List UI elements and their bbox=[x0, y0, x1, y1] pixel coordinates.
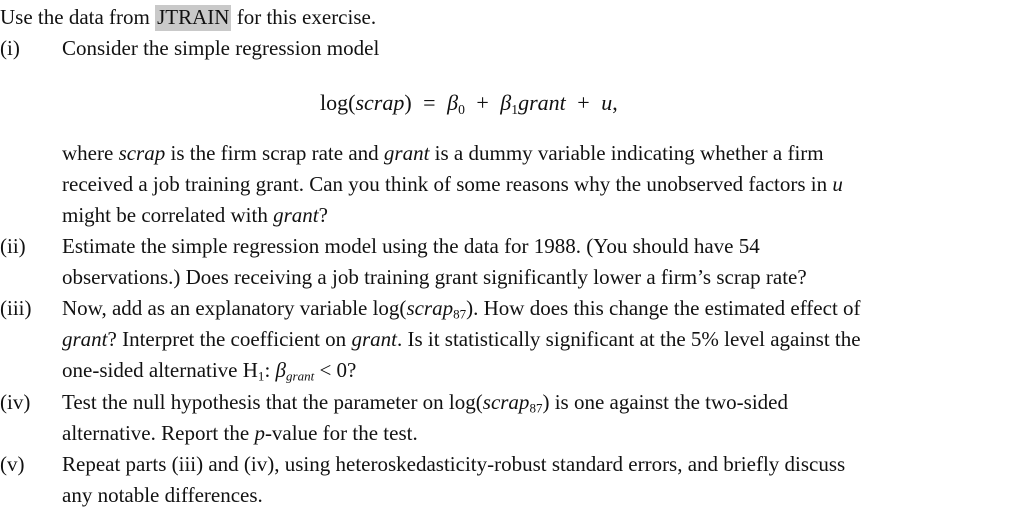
subscript-87: 87 bbox=[529, 400, 543, 416]
eq-beta0: β bbox=[447, 90, 459, 115]
dataset-name-highlight: JTRAIN bbox=[157, 5, 230, 29]
text-span: < 0? bbox=[314, 358, 357, 382]
text-span: Test the null hypothesis that the parameter on log( bbox=[62, 390, 483, 414]
subscript-1: 1 bbox=[257, 368, 265, 384]
part-iv-label: (iv) bbox=[0, 390, 31, 414]
subscript-87: 87 bbox=[453, 306, 467, 322]
subscript-grant: grant bbox=[286, 368, 315, 384]
var-grant: grant bbox=[351, 327, 397, 351]
text-span: ? Interpret the coefficient on bbox=[107, 327, 352, 351]
eq-beta0-sub: 0 bbox=[458, 101, 465, 117]
regression-equation bbox=[320, 90, 618, 117]
part-v-line2: any notable differences. bbox=[62, 483, 263, 507]
intro-line bbox=[0, 7, 376, 28]
text-span: ) is one against the two-sided bbox=[542, 390, 788, 414]
eq-plus1: + bbox=[476, 90, 489, 115]
part-iii-line1 bbox=[62, 296, 861, 322]
part-v-line1: Repeat parts (iii) and (iv), using heteroskedasticity-robust standard errors, and briefly discuss bbox=[62, 452, 846, 476]
var-scrap: scrap bbox=[406, 296, 454, 320]
var-grant: grant bbox=[383, 141, 430, 165]
part-v-label: (v) bbox=[0, 452, 25, 476]
var-grant: grant bbox=[62, 327, 108, 351]
text-span: : bbox=[264, 358, 276, 382]
text-span: one-sided alternative H bbox=[62, 358, 258, 382]
part-i-line1: Consider the simple regression model bbox=[62, 36, 380, 60]
text-span: alternative. Report the bbox=[62, 421, 255, 445]
var-scrap: scrap bbox=[482, 390, 530, 414]
text-span: might be correlated with bbox=[62, 203, 274, 227]
text-span: ). How does this change the estimated effect of bbox=[466, 296, 861, 320]
var-p: p bbox=[254, 421, 265, 445]
eq-close: ) bbox=[404, 90, 412, 115]
part-ii-line2: observations.) Does receiving a job training grant significantly lower a firm’s scrap rate? bbox=[62, 265, 807, 289]
eq-log-open: log( bbox=[320, 90, 356, 115]
part-i-line4 bbox=[62, 205, 328, 226]
part-iii-line3 bbox=[62, 358, 357, 384]
text-span: where bbox=[62, 141, 119, 165]
text-span: Now, add as an explanatory variable log( bbox=[62, 296, 407, 320]
text-span: is the firm scrap rate and bbox=[165, 141, 384, 165]
eq-beta1-sub: 1 bbox=[511, 101, 519, 117]
part-ii-label: (ii) bbox=[0, 234, 26, 258]
eq-grant: grant bbox=[518, 90, 566, 115]
var-grant: grant bbox=[273, 203, 319, 227]
part-i-line3 bbox=[62, 174, 843, 195]
eq-u: u bbox=[601, 90, 613, 115]
part-ii-line1: Estimate the simple regression model using the data for 1988. (You should have 54 bbox=[62, 234, 760, 258]
var-u: u bbox=[832, 172, 843, 196]
part-i-label: (i) bbox=[0, 36, 20, 60]
var-scrap: scrap bbox=[118, 141, 166, 165]
text-span: -value for the test. bbox=[264, 421, 418, 445]
eq-scrap: scrap bbox=[355, 90, 405, 115]
eq-plus2: + bbox=[577, 90, 590, 115]
intro-suffix: for this exercise. bbox=[231, 5, 377, 29]
text-span: . Is it statistically significant at the 5% level against the bbox=[396, 327, 861, 351]
eq-comma: , bbox=[612, 90, 618, 115]
part-iii-line2 bbox=[62, 329, 861, 350]
var-beta: β bbox=[275, 358, 286, 382]
part-iv-line1 bbox=[62, 390, 788, 416]
eq-beta1: β bbox=[500, 90, 512, 115]
text-span: is a dummy variable indicating whether a firm bbox=[429, 141, 824, 165]
text-span: ? bbox=[318, 203, 328, 227]
text-span: received a job training grant. Can you think of some reasons why the unobserved factors in bbox=[62, 172, 833, 196]
part-iv-line2 bbox=[62, 423, 418, 444]
part-i-line2 bbox=[62, 143, 824, 164]
intro-prefix: Use the data from bbox=[0, 5, 156, 29]
part-iii-label: (iii) bbox=[0, 296, 32, 320]
eq-equals: = bbox=[423, 90, 436, 115]
